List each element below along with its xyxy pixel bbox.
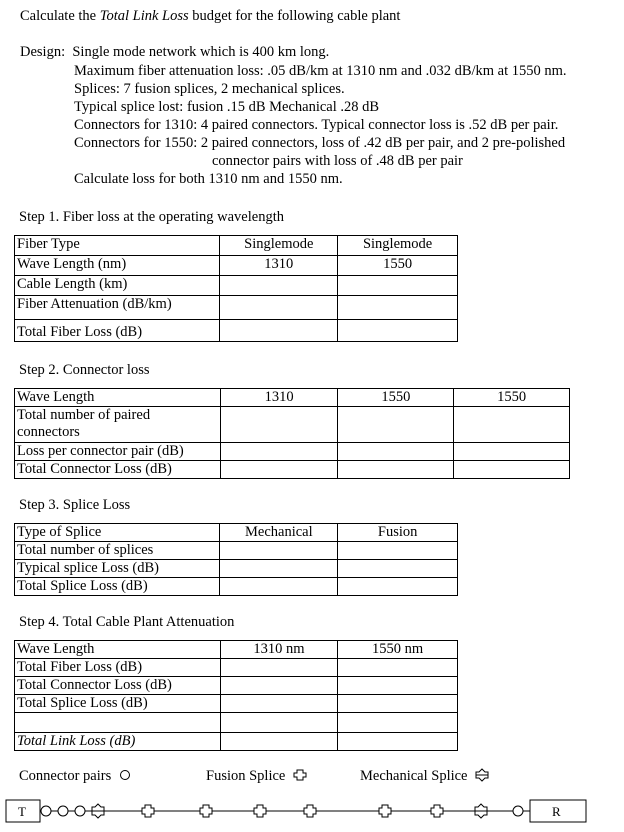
step3-title: Step 3. Splice Loss: [19, 497, 131, 513]
table-row: [15, 461, 570, 479]
input-cell[interactable]: [220, 695, 338, 713]
cell: Total Connector Loss (dB): [15, 461, 221, 479]
table-row: [15, 560, 458, 578]
cell: Total Splice Loss (dB): [15, 695, 221, 713]
connector-mark: [41, 806, 51, 816]
mechanical-splice-mark: [475, 804, 487, 818]
table-row: [15, 695, 458, 713]
cell: Fiber Type: [15, 236, 220, 256]
design-line: Typical splice lost: fusion .15 dB Mechanical .28 dB: [74, 99, 380, 115]
cell: Fiber Attenuation (dB/km): [15, 296, 220, 320]
design-line: Splices: 7 fusion splices, 2 mechanical splices.: [74, 81, 345, 97]
fusion-splice-mark: [200, 805, 212, 817]
table-row: [15, 578, 458, 596]
step4-title: Step 4. Total Cable Plant Attenuation: [19, 614, 235, 630]
cell: Fusion: [338, 524, 458, 542]
cell: Total Connector Loss (dB): [15, 677, 221, 695]
design-line: Maximum fiber attenuation loss: .05 dB/km at 1310 nm and .032 dB/km at 1550 nm.: [74, 63, 567, 79]
input-cell[interactable]: [454, 407, 570, 443]
cell: Typical splice Loss (dB): [15, 560, 220, 578]
connector-mark: [75, 806, 85, 816]
input-cell[interactable]: [338, 407, 454, 443]
input-cell[interactable]: [338, 677, 458, 695]
step2-title: Step 2. Connector loss: [19, 362, 150, 378]
input-cell[interactable]: [338, 695, 458, 713]
input-cell[interactable]: [220, 659, 338, 677]
cell: 1550: [454, 389, 570, 407]
fusion-splice-icon: [293, 768, 307, 782]
input-cell[interactable]: [220, 560, 338, 578]
input-cell[interactable]: [338, 542, 458, 560]
design-line: Connectors for 1310: 4 paired connectors. Typical connector loss is .52 dB per pair.: [74, 117, 559, 133]
fusion-splice-mark: [142, 805, 154, 817]
step1-title: Step 1. Fiber loss at the operating wavelength: [19, 209, 284, 225]
legend-connector: Connector pairs: [19, 768, 131, 785]
cell: Total number of paired connectors: [15, 407, 221, 443]
cell: Singlemode: [220, 236, 338, 256]
input-cell[interactable]: [454, 443, 570, 461]
input-cell[interactable]: [338, 659, 458, 677]
cell: Total Fiber Loss (dB): [15, 659, 221, 677]
cell: 1550 nm: [338, 641, 458, 659]
cell: Wave Length: [15, 641, 221, 659]
legend-mechanical: Mechanical Splice: [360, 768, 489, 785]
table-row: [15, 407, 570, 443]
cell: Wave Length: [15, 389, 221, 407]
fusion-splice-mark: [254, 805, 266, 817]
input-cell[interactable]: [220, 443, 338, 461]
table-row: [15, 256, 458, 276]
design-line: connector pairs with loss of .48 dB per pair: [212, 153, 463, 169]
fusion-splice-mark: [431, 805, 443, 817]
input-cell[interactable]: [338, 443, 454, 461]
cell: Total Link Loss (dB): [15, 733, 221, 751]
table-row: [15, 524, 458, 542]
input-cell[interactable]: [338, 320, 458, 342]
input-cell[interactable]: [338, 296, 458, 320]
receiver-label: R: [552, 804, 561, 819]
cell: 1550: [338, 389, 454, 407]
mechanical-splice-icon: [475, 768, 489, 782]
input-cell[interactable]: [338, 733, 458, 751]
input-cell[interactable]: [220, 542, 338, 560]
connector-mark: [513, 806, 523, 816]
link-diagram: [0, 796, 624, 826]
input-cell[interactable]: [338, 713, 458, 733]
design-line: Calculate loss for both 1310 nm and 1550 nm.: [74, 171, 343, 187]
cell: Wave Length (nm): [15, 256, 220, 276]
cell: Loss per connector pair (dB): [15, 443, 221, 461]
total-attenuation-table: [14, 640, 458, 751]
table-row: [15, 389, 570, 407]
legend-fusion: Fusion Splice: [206, 768, 307, 785]
input-cell[interactable]: [338, 276, 458, 296]
input-cell[interactable]: [220, 407, 338, 443]
design-heading: Design: Single mode network which is 400 km long.: [20, 44, 330, 60]
cell: Mechanical: [220, 524, 338, 542]
cell: 1310 nm: [220, 641, 338, 659]
connector-mark: [58, 806, 68, 816]
design-line: Connectors for 1550: 2 paired connectors, loss of .42 dB per pair, and 2 pre-polished: [74, 135, 566, 151]
cell[interactable]: 1310: [220, 256, 338, 276]
mechanical-splice-mark: [92, 804, 104, 818]
input-cell[interactable]: [338, 578, 458, 596]
cell: Singlemode: [338, 236, 458, 256]
input-cell[interactable]: [338, 560, 458, 578]
table-row: [15, 733, 458, 751]
input-cell[interactable]: [220, 677, 338, 695]
fusion-splice-mark: [304, 805, 316, 817]
input-cell[interactable]: [220, 733, 338, 751]
cell: [15, 713, 221, 733]
cell: Cable Length (km): [15, 276, 220, 296]
input-cell[interactable]: [220, 296, 338, 320]
input-cell[interactable]: [454, 461, 570, 479]
input-cell[interactable]: [220, 461, 338, 479]
input-cell[interactable]: [338, 461, 454, 479]
table-row: [15, 443, 570, 461]
table-row: [15, 276, 458, 296]
fiber-loss-table: [14, 235, 458, 342]
transmitter-label: T: [18, 804, 26, 819]
table-row: [15, 320, 458, 342]
table-row: [15, 677, 458, 695]
fusion-splice-mark: [379, 805, 391, 817]
table-row: [15, 641, 458, 659]
cell: Total Splice Loss (dB): [15, 578, 220, 596]
cell: Total Fiber Loss (dB): [15, 320, 220, 342]
table-row: [15, 236, 458, 256]
connector-loss-table: [14, 388, 570, 479]
cell: Type of Splice: [15, 524, 220, 542]
title-emphasis: Total Link Loss: [99, 8, 189, 24]
cell: Total number of splices: [15, 542, 220, 560]
cell: 1310: [220, 389, 338, 407]
table-row: [15, 713, 458, 733]
table-row: [15, 659, 458, 677]
splice-loss-table: [14, 523, 458, 596]
table-row: [15, 542, 458, 560]
connector-icon: [119, 769, 131, 781]
input-cell[interactable]: [220, 713, 338, 733]
input-cell[interactable]: [220, 276, 338, 296]
page-title: Calculate the Total Link Loss budget for the following cable plant: [20, 8, 401, 24]
cell[interactable]: 1550: [338, 256, 458, 276]
table-row: [15, 296, 458, 320]
input-cell[interactable]: [220, 320, 338, 342]
input-cell[interactable]: [220, 578, 338, 596]
